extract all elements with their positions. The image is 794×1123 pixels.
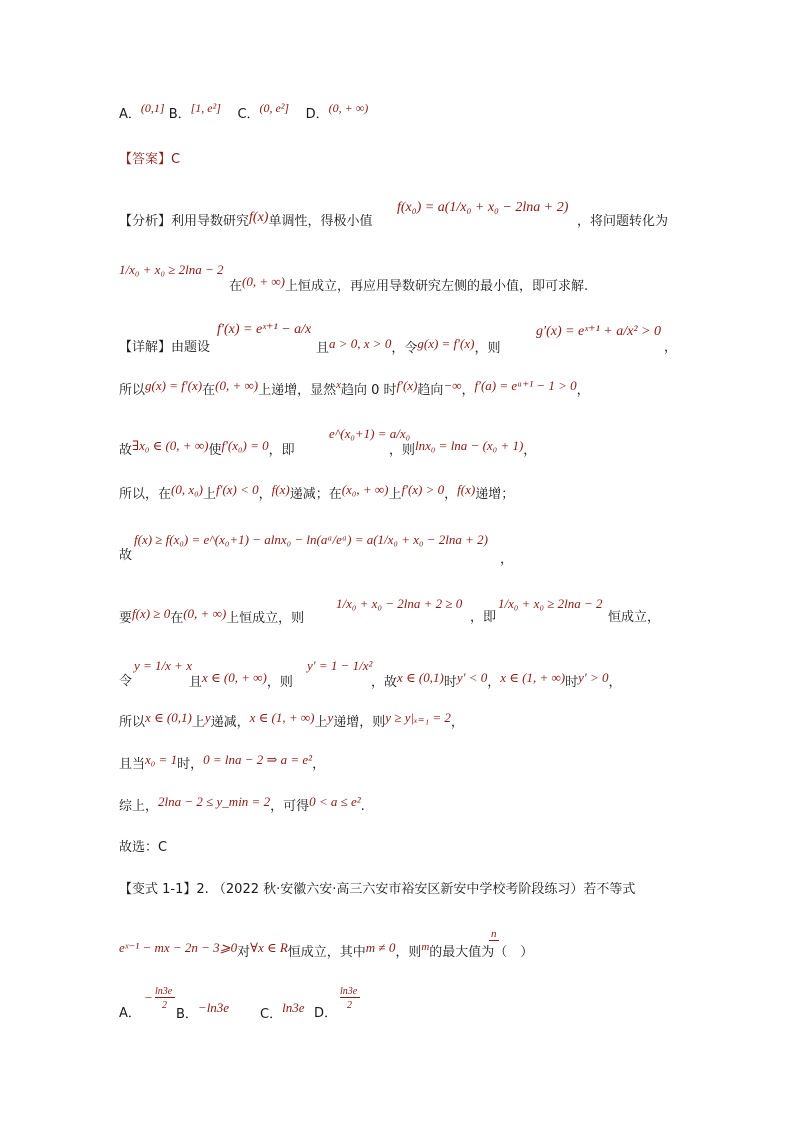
- fprime-x0: f′(x₀) = 0: [221, 438, 269, 453]
- option2-d: [314, 1006, 337, 1022]
- analysis-min-formula: f(x₀) = a(1/x₀ + x₀ − 2lna + 2): [397, 200, 569, 215]
- let-domain: x ∈ (0, + ∞): [202, 670, 267, 685]
- text: ，则: [266, 675, 293, 690]
- neg-infinity: −∞: [443, 378, 462, 393]
- text: ，: [461, 383, 475, 398]
- analysis-line2-interval: (0, + ∞): [242, 274, 285, 289]
- when-line: [119, 752, 326, 773]
- text: 故: [119, 443, 133, 458]
- detail-fprime: f′(x) = eˣ⁺¹ − a/x: [217, 322, 312, 337]
- monotonic-line: [119, 482, 515, 503]
- option2-d-num: ln3e: [340, 986, 358, 997]
- text: ，故: [371, 675, 398, 690]
- text: 在: [202, 383, 216, 398]
- analysis-line-2: [229, 274, 589, 295]
- text: 递减，: [210, 715, 250, 730]
- so-i2: x ∈ (1, + ∞): [249, 710, 315, 725]
- text: 要: [119, 611, 133, 626]
- analysis-line-1: [119, 210, 373, 230]
- exist-x0: ∃x₀ ∈ (0, + ∞): [132, 438, 209, 453]
- text: ，: [487, 675, 501, 690]
- interval-1: (0, x₀): [171, 482, 203, 497]
- variant-frac-bar: [489, 940, 499, 941]
- detail-gprime: g′(x) = eˣ⁺¹ + a/x² > 0: [536, 324, 661, 339]
- so-y2: y: [327, 710, 334, 725]
- variant-frac-m: m: [421, 941, 430, 953]
- text: ，则: [395, 945, 422, 960]
- text: 且当: [119, 757, 146, 772]
- need-d: ，即: [470, 610, 497, 625]
- analysis-line2-text-a: 在: [229, 279, 243, 294]
- sum-res: 0 < a ≤ e²: [309, 794, 361, 809]
- option2-d-den: 2: [347, 1000, 352, 1011]
- text: 恒成立，其中: [287, 945, 366, 960]
- option-b-letter: B．: [168, 107, 191, 122]
- text: ，: [576, 383, 590, 398]
- detail-line-cond: [316, 336, 501, 357]
- analysis-fx: f(x): [249, 210, 269, 225]
- need-e: 恒成立，: [608, 610, 661, 625]
- text: 上: [388, 487, 402, 502]
- option2-a-num: ln3e: [155, 986, 173, 997]
- analysis-transformed-inequality: 1/x₀ + x₀ ≥ 2lna − 2: [119, 262, 224, 277]
- detail-and: 且: [316, 341, 330, 356]
- exist-line: [119, 438, 295, 459]
- exist-line-2: [389, 438, 537, 459]
- sum-eq: 2lna − 2 ≤ y_min = 2: [158, 794, 271, 809]
- text: 趋向 0 时: [340, 383, 397, 398]
- options-row-1: [119, 101, 369, 123]
- text: 所以，在: [119, 487, 172, 502]
- need-ineq-1: 1/x₀ + x₀ − 2lna + 2 ≥ 0: [336, 596, 463, 611]
- text: 上递增，显然: [258, 383, 337, 398]
- detail-comma: ，: [664, 340, 678, 355]
- option2-d-letter: D．: [314, 1006, 338, 1021]
- text: 所以: [119, 715, 146, 730]
- g-increasing-line: [119, 378, 590, 399]
- option-c-math: (0, e²]: [259, 101, 290, 115]
- option2-b-letter: B．: [176, 1007, 198, 1022]
- option-a-letter: A．: [119, 107, 141, 122]
- interval: (0, + ∞): [183, 606, 227, 621]
- let-line-2: [371, 670, 622, 691]
- when-eq: 0 = lna − 2 ⇒ a = e²: [203, 752, 313, 767]
- option-a-math: (0,1]: [140, 101, 165, 115]
- text: ，: [450, 715, 464, 730]
- text: 在: [170, 611, 184, 626]
- text: ，可得: [270, 799, 310, 814]
- text: 且: [189, 675, 203, 690]
- g-def: g(x) = f′(x): [145, 378, 203, 393]
- interval-2: (x₀, + ∞): [341, 482, 389, 497]
- so-i1: x ∈ (0,1): [145, 710, 192, 725]
- option-d-letter: D．: [305, 107, 329, 122]
- detail-label: 【详解】由题设: [119, 340, 211, 355]
- variant-line: [119, 940, 534, 961]
- detail-cond: a > 0, x > 0: [329, 336, 392, 351]
- choose-answer: 故选：C: [119, 840, 168, 855]
- text: 使: [208, 443, 222, 458]
- so-res: y ≥ y|ₓ₌₁ = 2: [385, 710, 451, 725]
- detail-gdef: g(x) = f′(x): [417, 336, 475, 351]
- text: ，则: [389, 443, 416, 458]
- fprime-x: f′(x): [396, 378, 418, 393]
- text: 上恒成立，则: [226, 611, 305, 626]
- text: ，: [312, 757, 326, 772]
- option2-c: [260, 1000, 305, 1023]
- option-d-math: (0, + ∞): [328, 101, 369, 115]
- text: 上: [191, 715, 205, 730]
- answer-label: 【答案】C: [119, 152, 181, 167]
- detail-line: [119, 340, 210, 356]
- option2-a-sign: −: [144, 990, 153, 1005]
- text: 所以: [119, 383, 146, 398]
- text: 时: [443, 675, 457, 690]
- option-c-letter: C．: [237, 107, 260, 122]
- option2-a-den: 2: [162, 1000, 167, 1011]
- let-r2: y′ > 0: [578, 670, 609, 685]
- variant-m: m ≠ 0: [365, 940, 396, 955]
- option2-b: [176, 1000, 230, 1023]
- text: ，: [258, 487, 272, 502]
- text: 趋向: [417, 383, 444, 398]
- let-a: 令: [119, 674, 133, 689]
- option-b-math: [1, e²]: [190, 101, 221, 115]
- fprime-a: f′(a) = eᵃ⁺¹ − 1 > 0: [474, 378, 577, 393]
- variant-forall: ∀x ∈ R: [250, 940, 288, 955]
- cond-1: f′(x) < 0: [215, 482, 259, 497]
- text: ，即: [268, 443, 295, 458]
- interval: (0, + ∞): [215, 378, 259, 393]
- cond-2: f′(x) > 0: [401, 482, 445, 497]
- text: 的最大值为（ ）: [429, 945, 534, 960]
- text: 对: [237, 945, 251, 960]
- text: 上: [202, 487, 216, 502]
- exist-eq1: e^(x₀+1) = a/x₀: [329, 426, 411, 441]
- text: 上: [314, 715, 328, 730]
- options-row-2: [119, 1006, 141, 1022]
- let-i2: x ∈ (1, + ∞): [500, 670, 566, 685]
- ln-x0: lnx₀ = lna − (x₀ + 1): [415, 438, 524, 453]
- when-x0: x₀ = 1: [145, 752, 178, 767]
- option2-b-math: −ln3e: [197, 1000, 230, 1015]
- text: 综上，: [119, 799, 159, 814]
- detail-ze: ，则: [474, 341, 501, 356]
- let-line: [189, 670, 293, 691]
- variant-title: 【变式 1-1】2. （2022 秋·安徽六安·高三六安市裕安区新安中学校考阶段练习）若不等式: [119, 882, 636, 897]
- summary-line: [119, 794, 365, 815]
- so-y: y: [204, 710, 211, 725]
- detail-ling: ，令: [391, 341, 418, 356]
- option2-a-letter: A．: [119, 1006, 141, 1021]
- variant-frac-n: n: [491, 928, 497, 940]
- text: ，: [523, 443, 537, 458]
- text: ，: [444, 487, 458, 502]
- let-i1: x ∈ (0,1): [397, 670, 444, 685]
- text: 递减；在: [289, 487, 342, 502]
- option2-c-math: ln3e: [282, 1000, 305, 1015]
- analysis-text-c: ，将问题转化为: [577, 214, 669, 229]
- fx-2: f(x): [457, 482, 476, 497]
- let-r1: y′ < 0: [456, 670, 488, 685]
- text: 递增，则: [333, 715, 386, 730]
- min-gu: 故: [119, 548, 133, 563]
- need-line: [119, 606, 305, 627]
- variant-ineq: eˣ⁻¹ − mx − 2n − 3⩾0: [119, 940, 238, 955]
- fx: f(x): [271, 482, 290, 497]
- var-x: x: [336, 379, 341, 391]
- so-line: [119, 710, 464, 731]
- text: 时: [565, 675, 579, 690]
- text: 时，: [177, 757, 204, 772]
- fx-nonneg: f(x) ≥ 0: [132, 606, 171, 621]
- analysis-line2-text-b: 上恒成立，再应用导数研究左侧的最小值，即可求解.: [284, 279, 589, 294]
- min-comma: ，: [500, 552, 514, 567]
- analysis-text-b: 单调性，得极小值: [268, 214, 373, 229]
- let-ydef: y = 1/x + x: [134, 658, 192, 673]
- option2-c-letter: C．: [260, 1007, 283, 1022]
- text: .: [360, 799, 365, 814]
- min-equation: f(x) ≥ f(x₀) = e^(x₀+1) − alnx₀ − ln(aᵃ/eᵃ) = a(1/x₀ + x₀ − 2lna + 2): [134, 532, 488, 547]
- text: ，: [608, 675, 622, 690]
- let-yprime: y′ = 1 − 1/x²: [307, 658, 373, 673]
- text: 递增；: [475, 487, 515, 502]
- analysis-text-a: 【分析】利用导数研究: [119, 214, 250, 229]
- need-ineq-2: 1/x₀ + x₀ ≥ 2lna − 2: [498, 596, 603, 611]
